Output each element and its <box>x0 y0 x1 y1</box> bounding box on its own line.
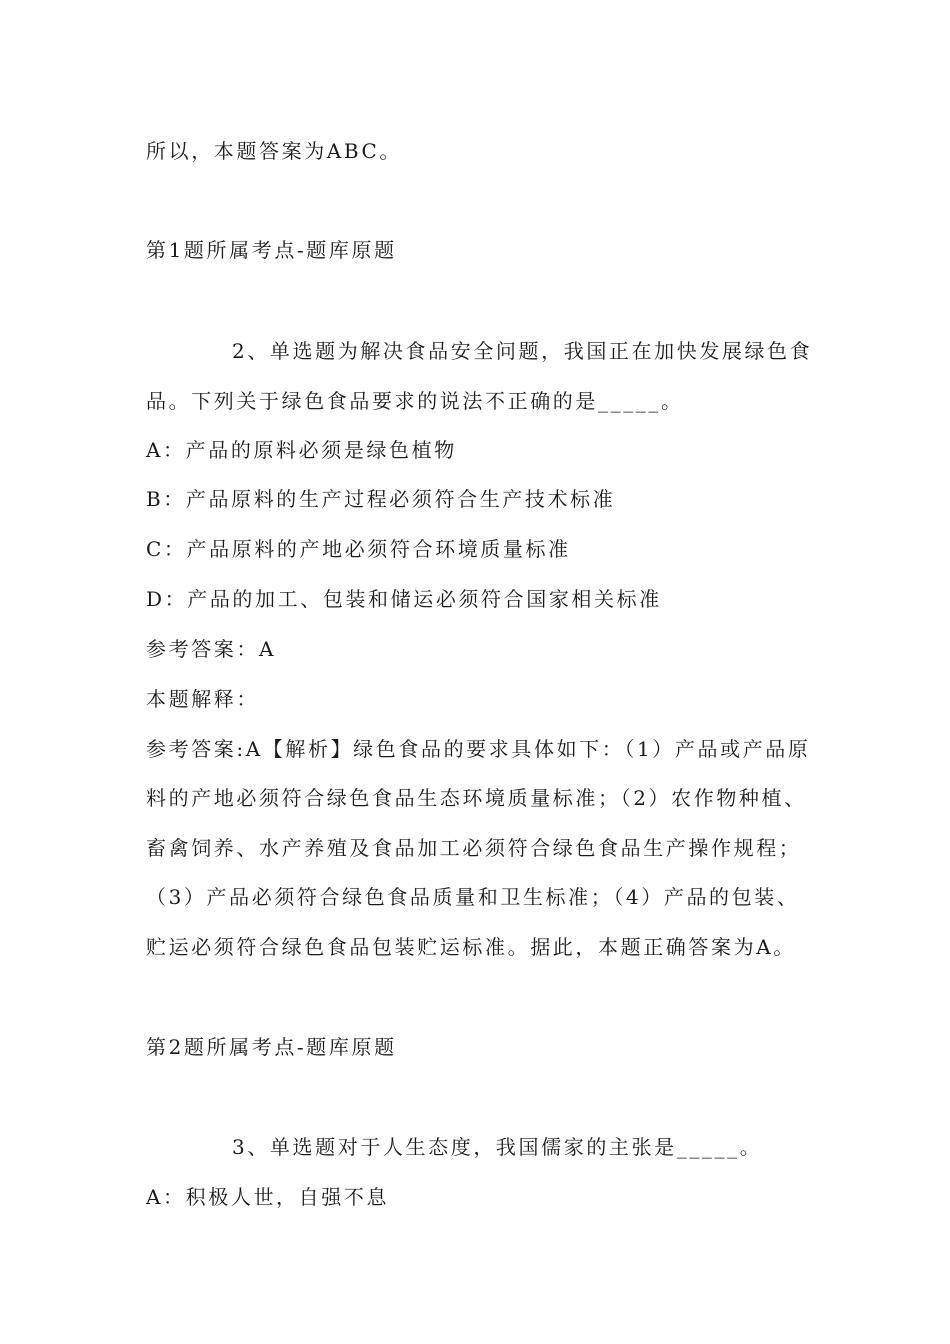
question-2-explanation-line-5: 贮运必须符合绿色食品包装贮运标准。据此，本题正确答案为A。 <box>146 935 796 959</box>
question-2-option-c: C：产品原料的产地必须符合环境质量标准 <box>146 537 571 561</box>
question-2-option-b: B：产品原料的生产过程必须符合生产技术标准 <box>146 487 616 511</box>
question-3-stem: 3、单选题对于人生态度，我国儒家的主张是_____。 <box>232 1135 763 1159</box>
question-2-option-d: D：产品的加工、包装和储运必须符合国家相关标准 <box>146 587 662 611</box>
question-2-explanation-line-3: 畜禽饲养、水产养殖及食品加工必须符合绿色食品生产操作规程； <box>146 836 802 860</box>
question-3-option-a: A：积极人世，自强不息 <box>146 1185 390 1209</box>
question-2-reference-answer: 参考答案：A <box>146 637 277 661</box>
answer-conclusion: 所以，本题答案为ABC。 <box>146 139 403 163</box>
question-2-stem-line-2: 品。下列关于绿色食品要求的说法不正确的是_____。 <box>146 389 684 413</box>
question-1-topic: 第1题所属考点-题库原题 <box>146 238 397 262</box>
question-2-explanation-heading: 本题解释： <box>146 687 259 711</box>
question-2-topic: 第2题所属考点-题库原题 <box>146 1035 397 1059</box>
question-2-explanation-line-2: 料的产地必须符合绿色食品生态环境质量标准；（2）农作物种植、 <box>146 786 807 810</box>
question-2-stem-line-1: 2、单选题为解决食品安全问题，我国正在加快发展绿色食 <box>232 339 813 363</box>
question-2-option-a: A：产品的原料必须是绿色植物 <box>146 438 457 462</box>
question-2-explanation-line-1: 参考答案:A【解析】绿色食品的要求具体如下：（1）产品或产品原 <box>146 737 811 761</box>
question-2-explanation-line-4: （3）产品必须符合绿色食品质量和卫生标准；（4）产品的包装、 <box>146 885 800 909</box>
